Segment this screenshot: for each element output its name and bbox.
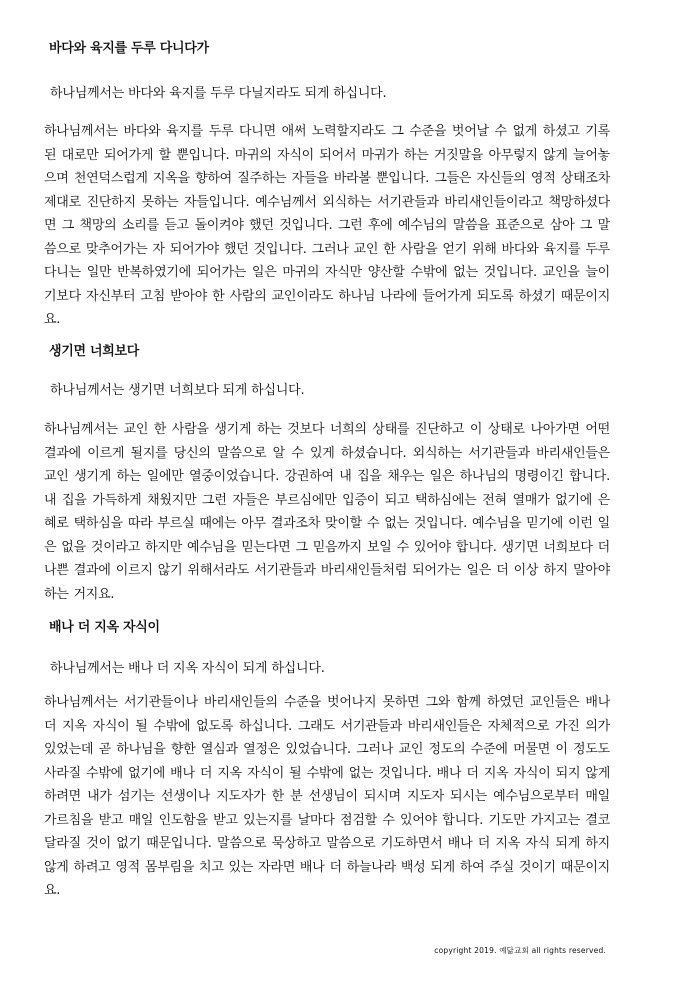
- copyright-footer: copyright 2019. 예닮교회 all rights reserved.: [434, 946, 606, 955]
- section-heading: 배나 더 지옥 자식이: [49, 620, 160, 635]
- section-heading: 생기면 너희보다: [49, 344, 140, 359]
- section-heading: 바다와 육지를 두루 다니다가: [49, 41, 209, 56]
- section-summary: 하나님께서는 바다와 육지를 두루 다닐지라도 되게 하십니다.: [50, 86, 387, 101]
- section-summary: 하나님께서는 생기면 너희보다 되게 하십니다.: [50, 383, 305, 398]
- section-summary: 하나님께서는 배나 더 지옥 자식이 되게 하십니다.: [50, 661, 325, 676]
- section-body: 하나님께서는 바다와 육지를 두루 다니면 애써 노력할지라도 그 수준을 벗어날 수 없게 하셨고 기록된 대로만 되어가게 할 뿐입니다. 마귀의 자식이 되어서 마귀가 하는 거짓말을 아무렇지 않게 늘어놓으며 천연덕스럽게 지옥을 향하여 질주하는 자들을 바라볼 뿐입니다. 그들은 자신들의 영적 상태조차 제대로 진단하지 못하는 자들입니다. 예수님께서 외식하는 서기관들과 바리새인들이라고 책망하셨다면 그 책망의 소리를 듣고 돌이켜야 했던 것입니다. 그런 후에 예수님의 말씀을 표준으로 삼아 그 말씀으로 맞추어가는 자 되어가야 했던 것입니다. 그러나 교인 한 사람을 얻기 위해 바다와 육지를 두루 다니는 일만 반복하였기에 되어가는 일은 마귀의 자식만 양산할 수밖에 없는 것입니다. 교인을 늘이기보다 자신부터 고침 받아야 한 사람의 교인이라도 하나님 나라에 들어가게 되도록 하셨기 때문이지요.: [44, 124, 610, 327]
- section-body: 하나님께서는 서기관들이나 바리새인들의 수준을 벗어나지 못하면 그와 함께 하였던 교인들은 배나 더 지옥 자식이 될 수밖에 없도록 하십니다. 그래도 서기관들과 바리새인들은 자체적으로 가진 의가 있었는데 곧 하나님을 향한 열심과 열정은 있었습니다. 그러나 교인 정도의 수준에 머물면 이 정도도 사라질 수밖에 없기에 배나 더 지옥 자식이 될 수밖에 없는 것입니다. 배나 더 지옥 자식이 되지 않게 하려면 내가 섬기는 선생이나 지도자가 한 분 선생님이 되시며 지도자 되시는 예수님으로부터 매일 가르침을 받고 매일 인도함을 받고 있는지를 날마다 점검할 수 있어야 합니다. 기도만 가지고는 결코 달라질 것이 없기 때문입니다. 말씀으로 묵상하고 말씀으로 기도하면서 배나 더 지옥 자식 되게 하지 않게 하려고 영적 몸부림을 치고 있는 자라면 배나 더 하늘나라 백성 되게 하여 주실 것이기 때문이지요.: [44, 695, 610, 898]
- section-body: 하나님께서는 교인 한 사람을 생기게 하는 것보다 너희의 상태를 진단하고 이 상태로 나아가면 어떤 결과에 이르게 될지를 당신의 말씀으로 알 수 있게 하셨습니다. 외식하는 서기관들과 바리새인들은 교인 생기게 하는 일에만 열중이었습니다. 강권하여 내 집을 채우는 일은 하나님의 명령이긴 합니다. 내 집을 가득하게 채웠지만 그런 자들은 부르심에만 입증이 되고 택하심에는 전혀 열매가 없기에 은혜로 택하심을 따라 부르실 때에는 아무 결과조차 맞이할 수 없는 것입니다. 예수님을 믿기에 이런 일은 없을 것이라고 하지만 예수님을 믿는다면 그 믿음까지 보일 수 있어야 합니다. 생기면 너희보다 더 나쁜 결과에 이르지 않기 위해서라도 서기관들과 바리새인들처럼 되어가는 일은 더 이상 하지 말아야 하는 거지요.: [44, 422, 610, 602]
